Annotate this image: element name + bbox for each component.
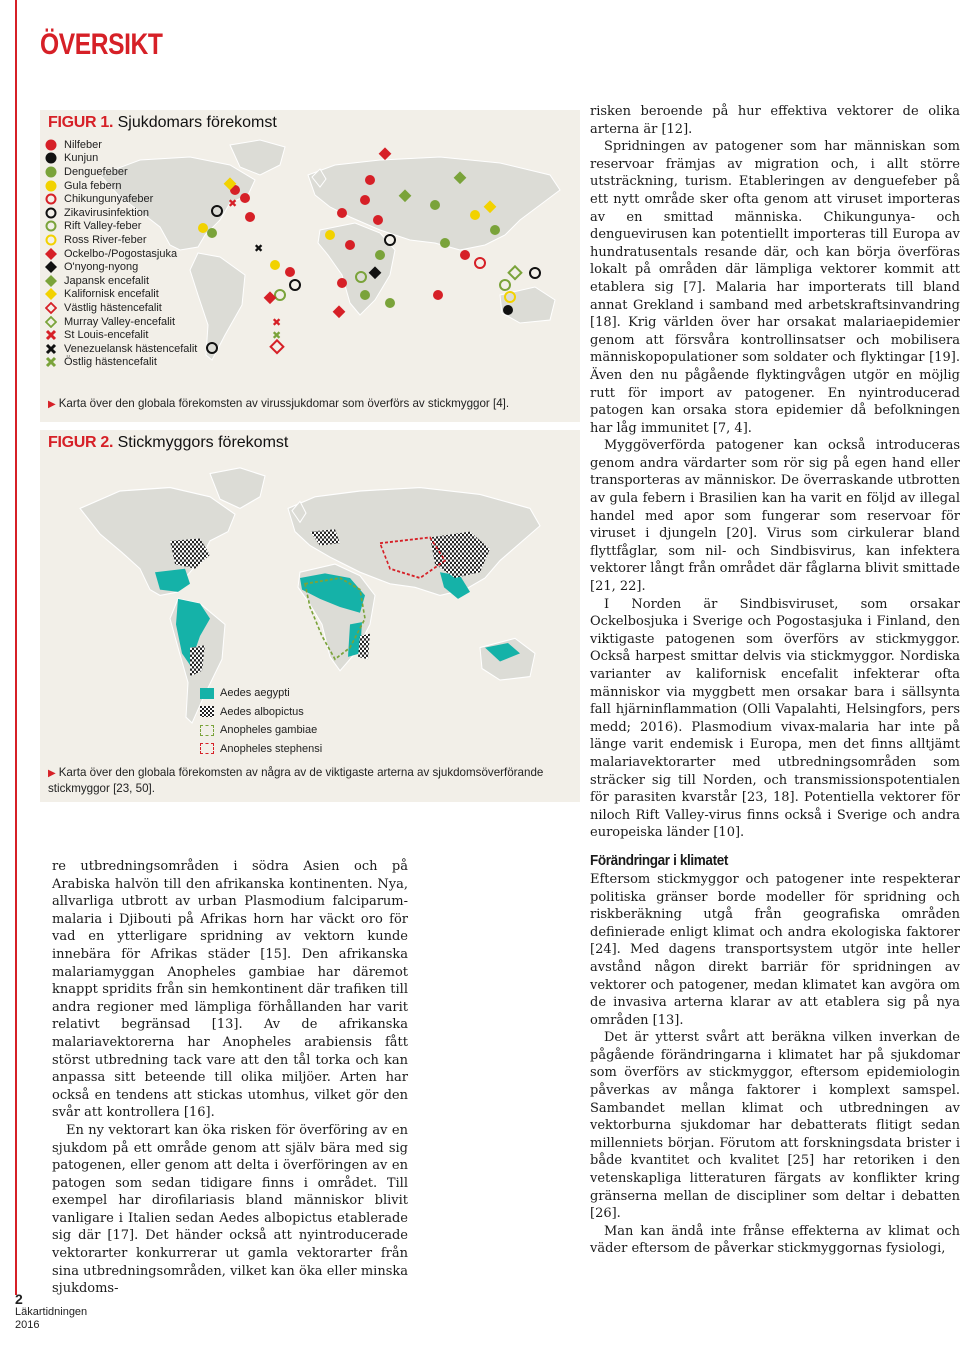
filled-diamond-icon [45, 248, 57, 260]
legend-label: Denguefeber [64, 165, 128, 178]
map-marker [433, 290, 443, 300]
map-marker [360, 195, 370, 205]
legend-item [44, 206, 197, 220]
legend-label: Nilfeber [64, 138, 102, 151]
legend-label: Rift Valley-feber [64, 220, 142, 233]
cross-icon [45, 329, 57, 341]
legend-label: Aedes aegypti [220, 687, 290, 700]
legend-item [44, 288, 197, 302]
figure-2-heading: Stickmyggors förekomst [117, 434, 289, 451]
map-marker: ✖ [272, 329, 282, 342]
legend-item [200, 740, 322, 759]
aedes-aegypti-area [155, 569, 190, 592]
legend-label: Ross River-feber [64, 233, 147, 246]
filled-diamond-icon [45, 288, 57, 300]
map-marker [509, 266, 522, 279]
legend-item [44, 220, 197, 234]
body-paragraph: risken beroende på hur effektiva vektorer de olika arterna är [12]. [590, 104, 960, 137]
map-marker: ✖ [254, 242, 264, 255]
map-marker [375, 250, 385, 260]
anopheles-gambiae-swatch [200, 725, 214, 736]
caption-triangle-icon: ▶ [48, 399, 56, 410]
map-marker [385, 298, 395, 308]
map-marker [373, 215, 383, 225]
legend-label: Zikavirusinfektion [64, 206, 149, 219]
figure-2-title [48, 434, 288, 452]
figure-1-legend [44, 138, 197, 369]
map-marker [337, 278, 347, 288]
body-paragraph: Spridningen av patogener som har människan som reservoar främjas av migration och, i allt större utsträckning, turism. Etableringen av denguefeber på ett nytt område sker ofta genom att viruset importeras av en smittad människa. Chikungunya- och denguevirusen kan potentiellt importeras till Europa av hundratusentals resande där, och kan börja överföras lokalt på områden där lämpliga vektorer kommit att etablera sig [7]. Malaria har importerats till bland annat Grekland i samband med arbetskraftsinvandring [18]. Krig världen över har orsakat malariaepidemier genom att försvåra kontrollinsatser och mobilisera människopopulationer som soldater och flyktingar [19]. Även den nu pågående flyktingvågen utgör en möjlig rutt för import av patogener. En nyintroducerad patogen kan orsaka stora epidemier då befolkningen har låg immunitet [7, 4]. [590, 139, 960, 436]
figure-2-label: FIGUR 2. [48, 434, 114, 451]
legend-item [44, 342, 197, 356]
map-marker [270, 260, 280, 270]
body-paragraph: Det är ytterst svårt att beräkna vilken inverkan de pågående förändringarna i klimatet har på sjukdomar som överförs av stickmyggor, eftersom epidemiologin påverkas av många faktorer i komplext samspel. Sambandet mellan klimat och utbredningen av vektorburna sjukdomar har debatterats flitigt sedan millenniets början. Förutom att forskningsdata brister i både kvantitet och kvalitet [25] har retoriken i den vetenskapliga litteraturen färgats av konflikter kring gränserna mellan de discipliner som deltar i debatten [26]. [590, 1030, 960, 1222]
figure-1-title [48, 114, 277, 132]
legend-label: Murray Valley-encefalit [64, 315, 176, 328]
legend-label: Ockelbo-/Pogostasjuka [64, 247, 178, 260]
legend-item [200, 684, 322, 703]
legend-item [44, 301, 197, 315]
legend-label: St Louis-encefalit [64, 329, 149, 342]
filled-circle-icon [45, 180, 57, 192]
cross-icon [45, 343, 57, 355]
filled-circle-icon [45, 152, 57, 164]
open-diamond-icon [45, 302, 57, 314]
map-marker [440, 238, 450, 248]
legend-item [44, 179, 197, 193]
open-diamond-icon [45, 316, 57, 328]
legend-label: Gula febern [64, 179, 122, 192]
legend-item [200, 703, 322, 722]
map-marker [207, 228, 217, 238]
figure-1-heading: Sjukdomars förekomst [117, 114, 277, 131]
legend-label: Västlig hästencefalit [64, 301, 162, 314]
anopheles-stephensi-swatch [200, 743, 214, 754]
map-marker [490, 225, 500, 235]
body-paragraph: Eftersom stickmyggor och patogener inte respekterar politiska gränser borde modeller för spridning och riskberäkning utgå från geografiska områden definierade enligt klimat och andra ekologiska faktorer [24]. Med dagens transportsystem utgör inte heller avstånd någon direkt barriär för spridningen av vektorer och patogener, medan klimatet kan avgöra om de invasiva arterna klarar av att etablera sig på nya områden [13]. [590, 871, 960, 1028]
left-text-column [52, 858, 408, 1298]
map-marker [198, 223, 208, 233]
map-marker [530, 268, 540, 278]
legend-label: Aedes albopictus [220, 705, 304, 718]
legend-item [44, 315, 197, 329]
legend-item [44, 165, 197, 179]
map-marker [503, 305, 513, 315]
legend-label: Anopheles stephensi [220, 742, 323, 755]
map-marker [240, 193, 250, 203]
legend-label: Östlig hästencefalit [64, 356, 157, 369]
map-marker [333, 305, 346, 318]
publication-year: 2016 [15, 1319, 40, 1331]
filled-circle-icon [45, 166, 57, 178]
body-paragraph: re utbredningsområden i södra Asien och på Arabiska halvön till den afrikanska kontinenten. Nya, allvarliga utbrott av urban Plasmodium falciparum-malaria i Djibouti på Afrikas horn har väckt oro för vad en ytterligare spridning av vektorn kunde innebära för Afrikas städer [15]. Den afrikanska malariamyggan Anopheles gambiae har däremot knappt spridits från sin hemkontinent där trafiken till andra regioner med lämpliga förhållanden har varit relativt begränsad [13]. Av de afrikanska malariavektorerna har Anopheles arabiensis fått störst utbredning tack vare att den tål torka och kan anpassa sitt beteende till olika miljöer. Arten har också en tendens att stickas utomhus, vilket gör den svår att kontrollera [16]. [52, 859, 408, 1121]
journal-name: Läkartidningen [15, 1306, 88, 1318]
open-circle-icon [45, 220, 57, 232]
caption-triangle-icon: ▶ [48, 768, 56, 779]
filled-circle-icon [45, 139, 57, 151]
filled-diamond-icon [45, 275, 57, 287]
map-marker: ✖ [228, 197, 238, 210]
aedes-aegypti-swatch [200, 688, 214, 699]
right-text-column [590, 103, 960, 1258]
legend-item [44, 328, 197, 342]
figure-2-caption [48, 765, 573, 796]
map-marker [290, 280, 300, 290]
legend-label: Chikungunyafeber [64, 193, 154, 206]
legend-label: Anopheles gambiae [220, 724, 318, 737]
legend-label: O'nyong-nyong [64, 261, 139, 274]
legend-item [44, 274, 197, 288]
figure-2-legend [200, 684, 322, 758]
margin-rule [15, 0, 17, 1295]
legend-label: Kunjun [64, 152, 99, 165]
legend-item [44, 247, 197, 261]
map-marker [430, 200, 440, 210]
map-marker [475, 258, 485, 268]
map-marker [271, 340, 284, 353]
map-marker [460, 250, 470, 260]
map-marker [360, 290, 370, 300]
legend-item [44, 233, 197, 247]
open-circle-icon [45, 234, 57, 246]
open-circle-icon [45, 207, 57, 219]
map-marker [325, 230, 335, 240]
legend-item [200, 721, 322, 740]
legend-item [44, 260, 197, 274]
filled-diamond-icon [45, 261, 57, 273]
page-footer [15, 1293, 87, 1332]
figure-2-caption-text: Karta över den globala förekomsten av några av de viktigaste arterna av sjukdomsöverförande stickmyggor [23, 50]. [48, 766, 544, 795]
legend-item [44, 356, 197, 370]
legend-label: Kalifornisk encefalit [64, 288, 159, 301]
subheading: Förändringar i klimatet [590, 851, 729, 869]
page-number: 2 [15, 1291, 23, 1307]
figure-1-caption-text: Karta över den globala förekomsten av virussjukdomar som överförs av stickmyggor [4]. [58, 397, 510, 410]
legend-item [44, 138, 197, 152]
legend-label: Japansk encefalit [64, 274, 149, 287]
figure-1 [40, 110, 580, 422]
figure-2 [40, 430, 580, 802]
section-title: ÖVERSIKT [40, 28, 163, 61]
legend-item [44, 152, 197, 166]
body-paragraph: Man kan ändå inte frånse effekterna av klimat och väder eftersom de påverkar stickmyggornas fysiologi, [590, 1223, 960, 1257]
figure-1-caption [48, 396, 568, 412]
legend-item [44, 192, 197, 206]
map-marker: ✖ [272, 316, 282, 329]
figure-1-label: FIGUR 1. [48, 114, 114, 131]
body-paragraph: En ny vektorart kan öka risken för överföring av en sjukdom på ett område genom att själv bära med sig patogenen, eller genom att delta i överföringen av en patogen som sedan tidigare finns i området. Till exempel har dirofilariasis bland människor blivit vanligare i Italien sedan Aedes albopictus etablerade sig där [17]. Det händer också att nyintroducerade vektorarter konkurrerar ut gamla vektorarter från sina utbredningsområden, vilket kan öka eller minska sjukdoms- [52, 1122, 408, 1297]
map-marker [345, 240, 355, 250]
map-marker [379, 147, 392, 160]
map-marker [365, 175, 375, 185]
open-circle-icon [45, 193, 57, 205]
legend-label: Venezuelansk hästencefalit [64, 342, 198, 355]
map-marker [470, 210, 480, 220]
map-marker [275, 290, 285, 300]
map-marker [245, 212, 255, 222]
aedes-albopictus-swatch [200, 706, 214, 717]
map-marker [500, 280, 510, 290]
map-marker [337, 208, 347, 218]
cross-icon [45, 356, 57, 368]
map-marker [285, 267, 295, 277]
body-paragraph: I Norden är Sindbisviruset, som orsakar Ockelbosjuka i Sverige och Pogostasjuka i Finland, den viktigaste patogenen som överförs av stickmyggor. Också harpest smittar delvis via stickmyggor. Nordiska varianter av kalifornisk encefalit infekterar ofta människor via myggbett men orsakar bara i sällsynta fall hjärninflammation (Olli Vapalahti, Helsingfors, pers medd; 2016). Plasmodium vivax-malaria har inte på länge varit endemisk i Europa, men det finns alltjämt malariavektorarter med utbredningsområden som sträcker sig till Norden, och transmissionspotentialen för parasiten kvarstår [23, 18]. Potentiella vektorer för niloch Rift Valley-virus finns också i Sverige och andra europeiska länder [10]. [590, 596, 960, 841]
body-paragraph: Myggöverförda patogener kan också introduceras genom andra värdarter som rör sig på egen hand eller transporteras av människor. De överraskande utbrotten av gula febern i Brasilien kan ha varit en följd av illegal handel med apor som fungerar som reservoar för viruset i djungeln [20]. Virus som cirkulerar bland flyttfåglar, som nil- och Sindbisvirus, kan infektera vektorer långt från området där fåglarna blivit smittade [21, 22]. [590, 438, 960, 595]
